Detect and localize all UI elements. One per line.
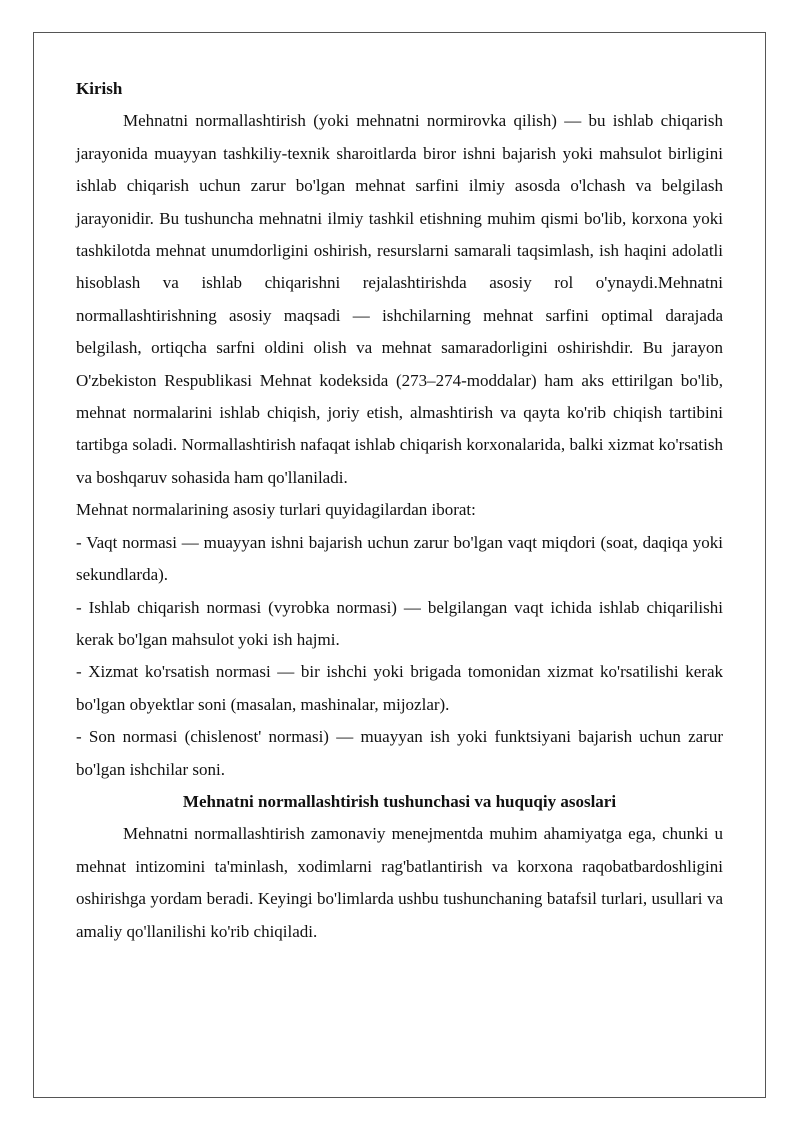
section-paragraph: Mehnatni normallashtirish zamonaviy menejmentda muhim ahamiyatga ega, chunki u mehnat intizomini ta'minlash, xodimlarni rag'batlantirish va korxona raqobatbardoshligini oshirishga yordam beradi. Keyingi bo'limlarda ushbu tushunchaning batafsil turlari, usullari va amaliy qo'llanilishi ko'rib chiqiladi.	[76, 824, 723, 941]
list-item-time-norm: - Vaqt normasi — muayyan ishni bajarish uchun zarur bo'lgan vaqt miqdori (soat, daqiqa yoki sekundlarda).	[76, 532, 723, 585]
intro-paragraph: Mehnatni normallashtirish (yoki mehnatni normirovka qilish) — bu ishlab chiqarish jarayonida muayyan tashkiliy-texnik sharoitlarda biror ishni bajarish yoki mahsulot birligini ishlab chiqarish uchun zarur bo'lgan mehnat sarfini ilmiy asosda o'lchash va belgilash jarayonidir. Bu tushuncha mehnatni ilmiy tashkil etishning muhim qismi bo'lib, korxona yoki tashkilotda mehnat unumdorligini oshirish, resurslarni samarali taqsimlash, ish haqini adolatli hisoblash va ishlab chiqarishni rejalashtirishda asosiy rol o'ynaydi.Mehnatni normallashtirishning asosiy maqsadi — ishchilarning mehnat sarfini optimal darajada belgilash, ortiqcha sarfni oldini olish va mehnat samaradorligini oshirishdir. Bu jarayon O'zbekiston Respublikasi Mehnat kodeksida (273–274-moddalar) ham aks ettirilgan bo'lib, mehnat normalarini ishlab chiqish, joriy etish, almashtirish va qayta ko'rib chiqish tartibini tartibga soladi. Normallashtirish nafaqat ishlab chiqarish korxonalarida, balki xizmat ko'rsatish va boshqaruv sohasida ham qo'llaniladi.	[76, 111, 723, 487]
section-heading: Mehnatni normallashtirish tushunchasi va huquqiy asoslari	[182, 791, 617, 811]
list-item-service-norm: - Xizmat ko'rsatish normasi — bir ishchi yoki brigada tomonidan xizmat ko'rsatilishi kerak bo'lgan obyektlar soni (masalan, mashinalar, mijozlar).	[76, 662, 723, 714]
types-intro: Mehnat normalarining asosiy turlari quyidagilardan iborat:	[76, 500, 476, 520]
list-item-production-norm: - Ishlab chiqarish normasi (vyrobka normasi) — belgilangan vaqt ichida ishlab chiqarilishi kerak bo'lgan mahsulot yoki ish hajmi.	[76, 597, 723, 649]
document-body	[76, 73, 723, 948]
list-item-headcount-norm: - Son normasi (chislenost' normasi) — muayyan ish yoki funktsiyani bajarish uchun zarur bo'lgan ishchilar soni.	[76, 727, 723, 779]
heading-kirish: Kirish	[76, 79, 123, 98]
